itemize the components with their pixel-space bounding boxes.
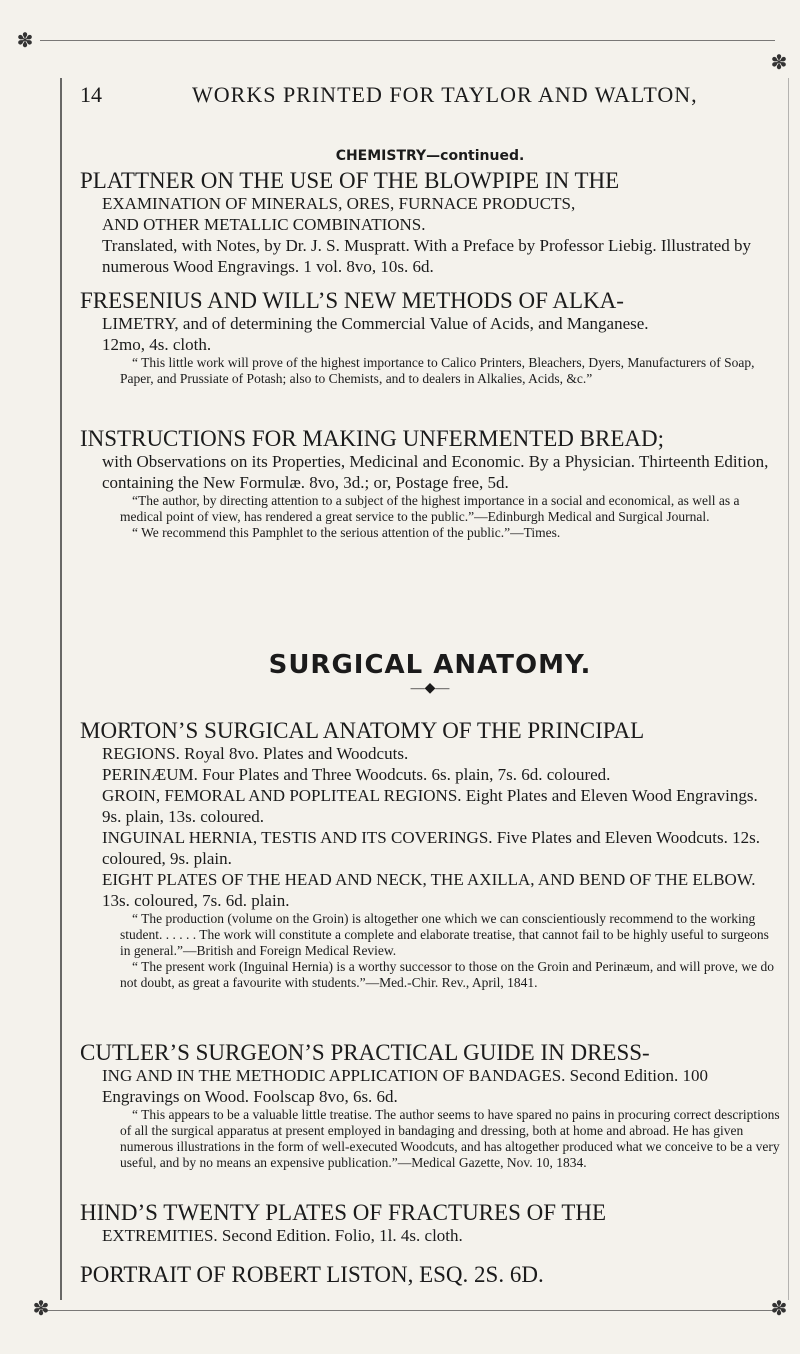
entry-title: PLATTNER ON THE USE OF THE BLOWPIPE IN THE bbox=[80, 168, 620, 193]
running-head: WORKS PRINTED FOR TAYLOR AND WALTON, bbox=[192, 82, 698, 107]
corner-ornament-icon: ✽ bbox=[16, 30, 34, 52]
entry-body: ING AND IN THE METHODIC APPLICATION OF BANDAGES. Second Edition. 100 Engravings on Wood. Foolscap 8vo, 6s. 6d. bbox=[102, 1066, 709, 1106]
entry-body: Translated, with Notes, by Dr. J. S. Muspratt. With a Preface by Professor Liebig. Illustrated by numerous Wood Engravings. 1 vol. 8vo, 10s. 6d. bbox=[102, 236, 752, 276]
section-heading: CHEMISTRY—continued. bbox=[335, 148, 525, 164]
sub-item: INGUINAL HERNIA, TESTIS AND ITS COVERINGS. Five Plates and Eleven Woodcuts. 12s. coloured, 9s. plain. bbox=[102, 828, 760, 868]
entry-title: INSTRUCTIONS FOR MAKING UNFERMENTED BREAD; bbox=[80, 426, 664, 451]
diamond-divider-icon: —◆— bbox=[410, 681, 450, 696]
entry-morton bbox=[80, 718, 780, 991]
section-heading: SURGICAL ANATOMY. bbox=[268, 650, 592, 680]
review-quote: “ This little work will prove of the highest importance to Calico Printers, Bleachers, Dyers, Manufacturers of Soap, Paper, and Prussiate of Potash; also to Chemists, and to dealers in Alkalies, Acids, &c.” bbox=[120, 355, 755, 386]
corner-ornament-icon: ✽ bbox=[770, 1298, 788, 1320]
page-number: 14 bbox=[80, 82, 102, 107]
review-quote: “ We recommend this Pamphlet to the serious attention of the public.”—Times. bbox=[132, 525, 561, 540]
entry-cutler bbox=[80, 1040, 780, 1171]
entry-body: EXTREMITIES. Second Edition. Folio, 1l. 4s. cloth. bbox=[102, 1226, 463, 1245]
entry-hind bbox=[80, 1200, 780, 1246]
entry-title: FRESENIUS AND WILL’S NEW METHODS OF ALKA- bbox=[80, 288, 624, 313]
corner-ornament-icon: ✽ bbox=[32, 1298, 50, 1320]
entry-subtitle: LIMETRY, and of determining the Commercial Value of Acids, and Manganese. bbox=[102, 314, 649, 333]
entry-unfermented-bread bbox=[80, 426, 780, 541]
page-header bbox=[80, 82, 780, 112]
sub-item: GROIN, FEMORAL AND POPLITEAL REGIONS. Eight Plates and Eleven Wood Engravings. 9s. plain, 13s. coloured. bbox=[102, 786, 758, 826]
entry-fresenius bbox=[80, 288, 780, 387]
entry-title: CUTLER’S SURGEON’S PRACTICAL GUIDE IN DRESS- bbox=[80, 1040, 650, 1065]
entry-body: with Observations on its Properties, Medicinal and Economic. By a Physician. Thirteenth Edition, containing the New Formulæ. 8vo, 3d.; or, Postage free, 5d. bbox=[102, 452, 769, 492]
entry-body: 12mo, 4s. cloth. bbox=[102, 335, 212, 354]
entry-liston-portrait bbox=[80, 1262, 780, 1287]
entry-body: REGIONS. Royal 8vo. Plates and Woodcuts. bbox=[102, 744, 409, 763]
review-quote: “The author, by directing attention to a subject of the highest importance in a social and economical, as well as a medical point of view, has rendered a great service to the public.”—Edinburgh Medical and Surgical Journal. bbox=[120, 493, 740, 524]
left-border-line bbox=[60, 78, 62, 1300]
top-border-rule bbox=[40, 40, 775, 41]
surgical-section-head bbox=[80, 650, 780, 697]
sub-item: EIGHT PLATES OF THE HEAD AND NECK, THE AXILLA, AND BEND OF THE ELBOW. 13s. coloured, 7s. 6d. plain. bbox=[102, 870, 756, 910]
entry-title: HIND’S TWENTY PLATES OF FRACTURES OF THE bbox=[80, 1200, 607, 1225]
right-border-line bbox=[788, 78, 789, 1300]
bottom-border-rule bbox=[40, 1310, 775, 1311]
entry-title: MORTON’S SURGICAL ANATOMY OF THE PRINCIPAL bbox=[80, 718, 645, 743]
corner-ornament-icon: ✽ bbox=[770, 52, 788, 74]
entry-title: PORTRAIT OF ROBERT LISTON, ESQ. 2S. 6D. bbox=[80, 1262, 544, 1287]
sub-item: PERINÆUM. Four Plates and Three Woodcuts. 6s. plain, 7s. 6d. coloured. bbox=[102, 765, 611, 784]
review-quote: “ The production (volume on the Groin) is altogether one which we can conscientiously recommend to the working student. . . . . . The work will constitute a complete and elaborate treatise, that cannot fail to be highly useful to surgeons in general.”—British and Foreign Medical Review. bbox=[120, 911, 769, 958]
entry-subtitle: AND OTHER METALLIC COMBINATIONS. bbox=[102, 215, 426, 234]
chemistry-section bbox=[80, 148, 780, 164]
entry-subtitle: EXAMINATION OF MINERALS, ORES, FURNACE PRODUCTS, bbox=[102, 194, 576, 213]
review-quote: “ This appears to be a valuable little treatise. The author seems to have spared no pains in procuring correct descriptions of all the surgical apparatus at present employed in bandaging and dressing, both at home and abroad. He has given numerous illustrations in the form of well-executed Woodcuts, and has altogether produced what we conceive to be a very useful, and by no means an expensive publication.”—Medical Gazette, Nov. 10, 1834. bbox=[120, 1107, 780, 1170]
entry-plattner bbox=[80, 168, 780, 277]
review-quote: “ The present work (Inguinal Hernia) is a worthy successor to those on the Groin and Perinæum, and will prove, we do not doubt, as great a favourite with students.”—Med.-Chir. Rev., April, 1841. bbox=[120, 959, 774, 990]
